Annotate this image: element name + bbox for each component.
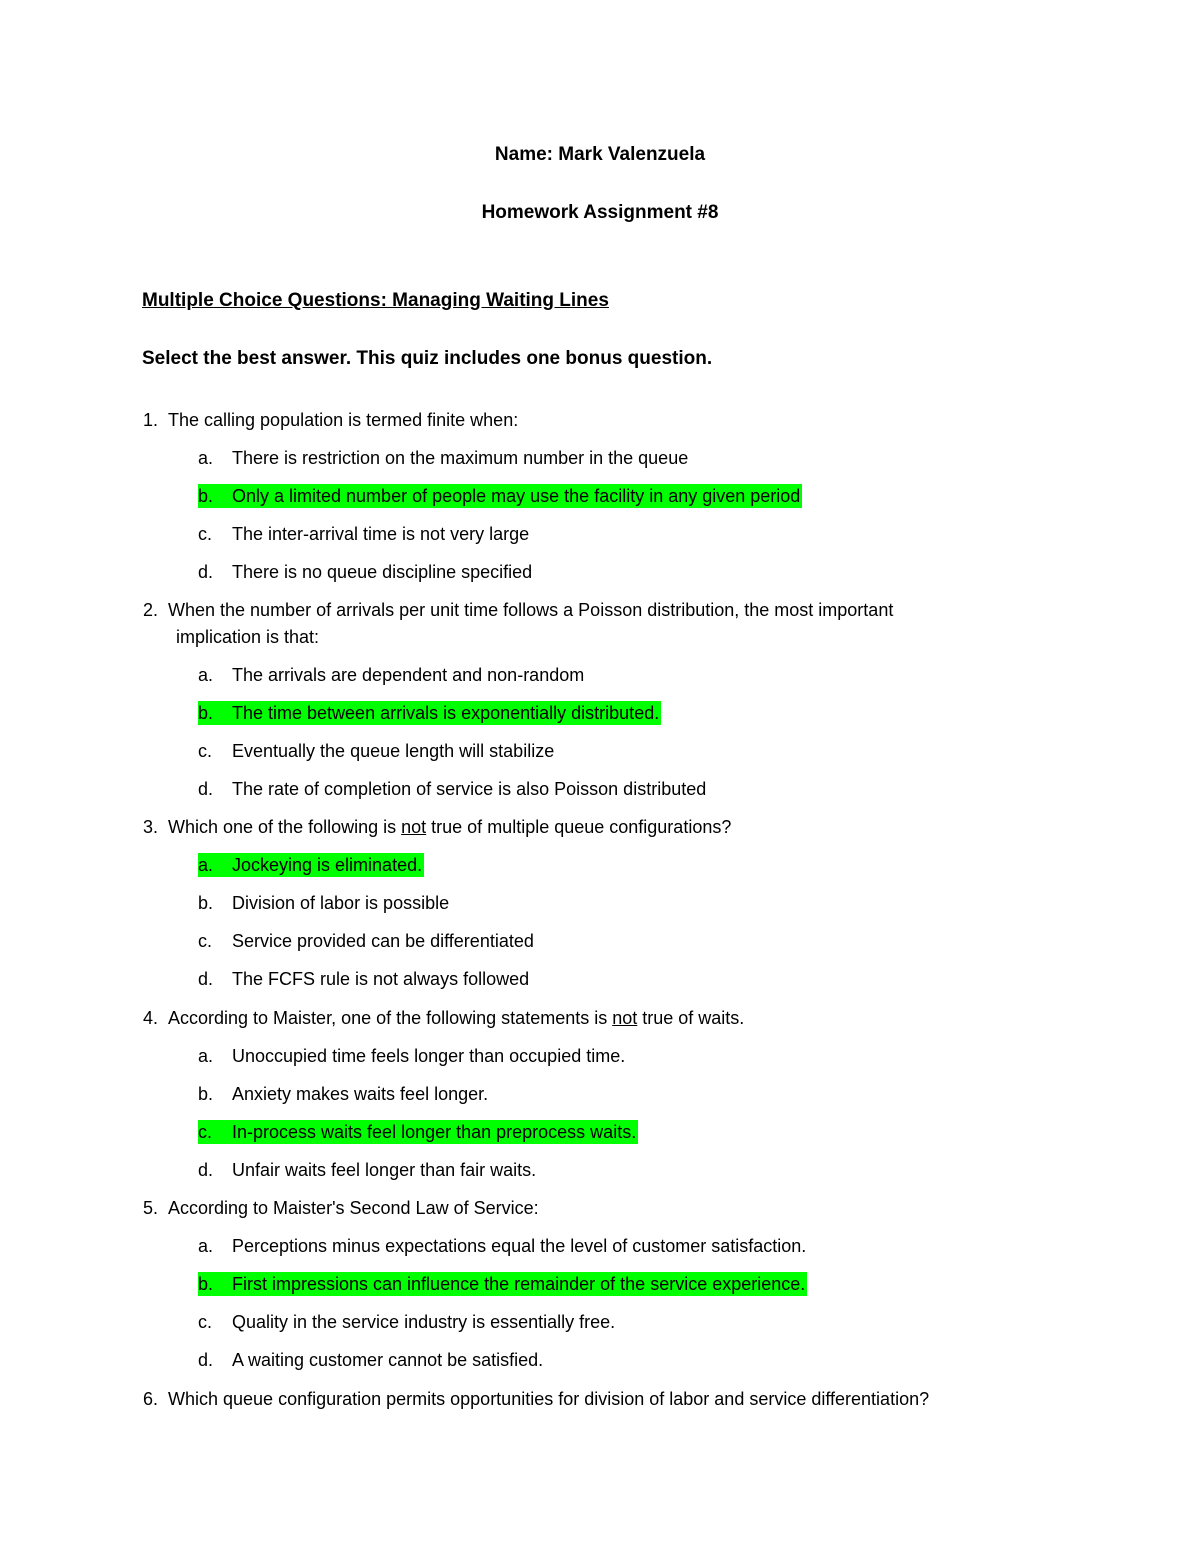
option-text: The inter-arrival time is not very large: [232, 524, 530, 544]
option-letter: b.: [198, 1274, 214, 1294]
option-text: Only a limited number of people may use the facility in any given period: [232, 486, 801, 506]
option-text: First impressions can influence the remainder of the service experience.: [232, 1274, 806, 1294]
option-text: There is restriction on the maximum number in the queue: [232, 448, 689, 468]
option-letter: d.: [198, 562, 214, 582]
emphasis-not: not: [612, 1008, 638, 1028]
question-number: 6.: [143, 1389, 159, 1409]
option-3b: [198, 891, 449, 915]
option-5a: [198, 1234, 806, 1258]
question-text-start: According to Maister, one of the following statements is: [168, 1008, 613, 1028]
question-number: 2.: [143, 600, 159, 620]
section-title: Multiple Choice Questions: Managing Waiting Lines: [142, 290, 609, 311]
student-name: Name: Mark Valenzuela: [494, 144, 706, 165]
option-text: A waiting customer cannot be satisfied.: [232, 1350, 544, 1370]
option-text: In-process waits feel longer than preprocess waits.: [232, 1122, 637, 1142]
option-text: There is no queue discipline specified: [232, 562, 533, 582]
option-4c-correct: [198, 1120, 638, 1144]
option-letter: a.: [198, 1236, 214, 1256]
question-text-end: true of waits.: [637, 1008, 745, 1028]
option-letter: c.: [198, 1122, 213, 1142]
option-text: The FCFS rule is not always followed: [232, 969, 530, 989]
option-text: The rate of completion of service is also Poisson distributed: [232, 779, 707, 799]
option-text: Quality in the service industry is essentially free.: [232, 1312, 616, 1332]
option-letter: c.: [198, 1312, 213, 1332]
option-letter: a.: [198, 665, 214, 685]
option-letter: d.: [198, 969, 214, 989]
instructions: Select the best answer. This quiz includes one bonus question.: [142, 348, 713, 369]
option-5b-correct: [198, 1272, 807, 1296]
option-text: The arrivals are dependent and non-random: [232, 665, 585, 685]
option-letter: a.: [198, 448, 214, 468]
option-3a-correct: [198, 853, 424, 877]
question-text-end: true of multiple queue configurations?: [426, 817, 732, 837]
question-text-continued: implication is that:: [176, 627, 320, 647]
option-text: Jockeying is eliminated.: [232, 855, 423, 875]
option-letter: c.: [198, 931, 213, 951]
option-letter: d.: [198, 1350, 214, 1370]
option-letter: b.: [198, 703, 214, 723]
option-1a: [198, 446, 688, 470]
question-text: According to Maister's Second Law of Service:: [168, 1198, 539, 1218]
question-text-start: Which one of the following is: [168, 817, 402, 837]
option-3c: [198, 929, 534, 953]
option-letter: c.: [198, 524, 213, 544]
option-2c: [198, 739, 554, 763]
option-text: The time between arrivals is exponentially distributed.: [232, 703, 660, 723]
option-letter: b.: [198, 893, 214, 913]
option-text: Perceptions minus expectations equal the level of customer satisfaction.: [232, 1236, 807, 1256]
emphasis-not: not: [401, 817, 427, 837]
option-text: Service provided can be differentiated: [232, 931, 534, 951]
option-letter: d.: [198, 1160, 214, 1180]
question-text: Which queue configuration permits opportunities for division of labor and service differentiation?: [168, 1389, 930, 1409]
question-text: [168, 815, 731, 839]
option-2b-correct: [198, 701, 661, 725]
question-number: 3.: [143, 817, 159, 837]
question-number: 4.: [143, 1008, 159, 1028]
option-5c: [198, 1310, 615, 1334]
option-letter: b.: [198, 1084, 214, 1104]
question-number: 5.: [143, 1198, 159, 1218]
option-text: Unfair waits feel longer than fair waits.: [232, 1160, 537, 1180]
option-1d: [198, 560, 532, 584]
option-2a: [198, 663, 584, 687]
option-letter: a.: [198, 855, 214, 875]
option-5d: [198, 1348, 543, 1372]
option-4a: [198, 1044, 625, 1068]
option-letter: b.: [198, 486, 214, 506]
option-4b: [198, 1082, 488, 1106]
option-2d: [198, 777, 706, 801]
option-text: Unoccupied time feels longer than occupied time.: [232, 1046, 626, 1066]
option-4d: [198, 1158, 536, 1182]
option-text: Eventually the queue length will stabilize: [232, 741, 555, 761]
option-3d: [198, 967, 529, 991]
option-letter: c.: [198, 741, 213, 761]
option-text: Division of labor is possible: [232, 893, 450, 913]
question-number: 1.: [143, 410, 159, 430]
option-1c: [198, 522, 529, 546]
question-text: When the number of arrivals per unit time follows a Poisson distribution, the most important: [168, 600, 894, 620]
question-text: The calling population is termed finite when:: [168, 410, 519, 430]
question-text: [168, 1006, 744, 1030]
assignment-title: Homework Assignment #8: [481, 202, 719, 223]
option-letter: d.: [198, 779, 214, 799]
option-text: Anxiety makes waits feel longer.: [232, 1084, 489, 1104]
option-1b-correct: [198, 484, 802, 508]
option-letter: a.: [198, 1046, 214, 1066]
